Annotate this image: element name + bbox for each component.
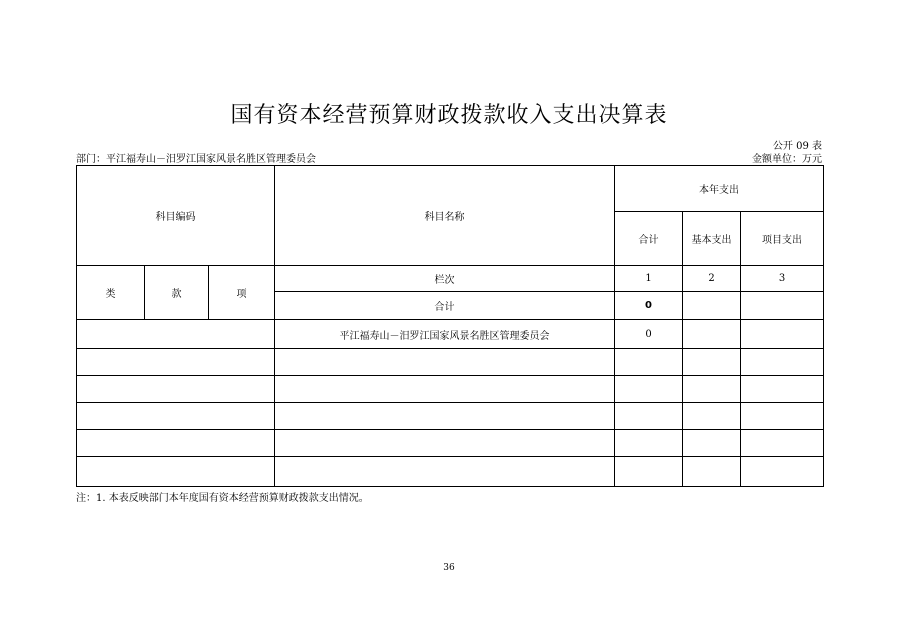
dept-row-label: 平江福寿山－汨罗江国家风景名胜区管理委员会 <box>275 320 615 349</box>
page-number: 36 <box>443 563 455 573</box>
form-number: 公开 09 表 <box>772 141 822 152</box>
table-row <box>77 376 824 403</box>
item-label: 项 <box>209 266 275 320</box>
expense-header: 本年支出 <box>615 166 824 212</box>
dept-row-value: 0 <box>615 320 683 349</box>
amount-unit: 金额单位：万元 <box>752 154 822 165</box>
name-header: 科目名称 <box>275 166 615 266</box>
footnote: 注：1. 本表反映部门本年度国有资本经营预算财政拨款支出情况。 <box>76 493 369 504</box>
column-label: 栏次 <box>275 266 615 292</box>
total-row-label: 合计 <box>275 292 615 320</box>
class-label: 类 <box>77 266 145 320</box>
table-row <box>77 349 824 376</box>
department-label: 部门：平江福寿山－汨罗江国家风景名胜区管理委员会 <box>76 154 316 165</box>
table-row <box>77 457 824 487</box>
project-expense-header: 项目支出 <box>741 212 824 266</box>
total-row-value: 0 <box>615 292 683 320</box>
table-row <box>77 403 824 430</box>
total-header: 合计 <box>615 212 683 266</box>
section-label: 款 <box>145 266 209 320</box>
column-2: 2 <box>683 266 741 292</box>
code-header: 科目编码 <box>77 166 275 266</box>
basic-expense-header: 基本支出 <box>683 212 741 266</box>
column-3: 3 <box>741 266 824 292</box>
budget-table <box>76 165 824 487</box>
column-1: 1 <box>615 266 683 292</box>
page-title: 国有资本经营预算财政拨款收入支出决算表 <box>230 103 668 128</box>
table-row <box>77 430 824 457</box>
